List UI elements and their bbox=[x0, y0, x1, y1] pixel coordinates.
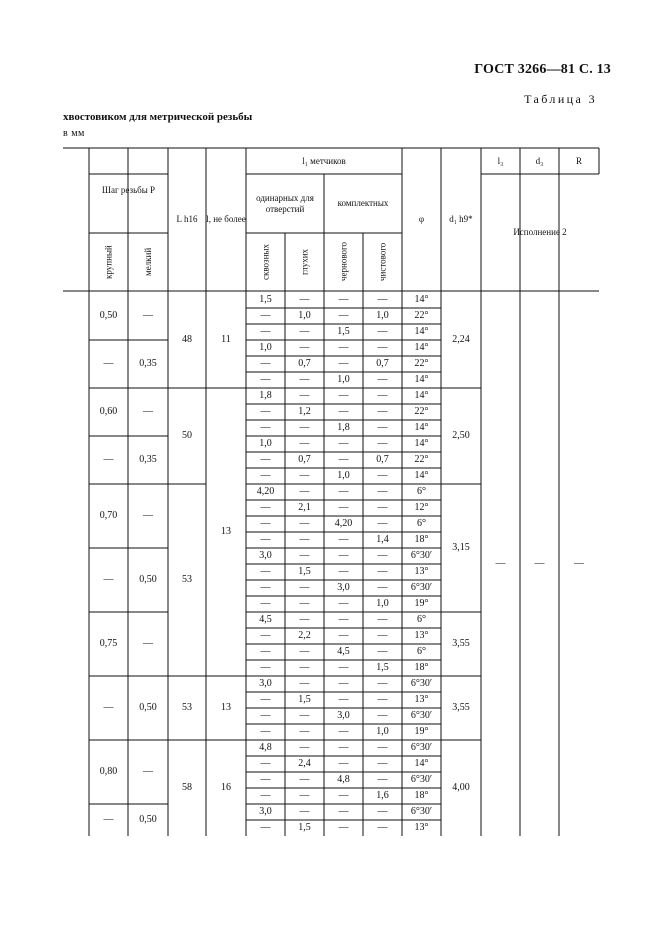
page-header: ГОСТ 3266—81 С. 13 bbox=[474, 62, 611, 77]
table-cell: — bbox=[299, 790, 310, 802]
table-cell-phi: 13° bbox=[414, 694, 429, 706]
table-cell: — bbox=[338, 454, 349, 466]
table-cell: — bbox=[338, 342, 349, 354]
col-header-d3: d₃ bbox=[535, 155, 544, 166]
table-cell-phi: 6° bbox=[417, 614, 426, 626]
table-cell: — bbox=[338, 310, 349, 322]
table-cell-L: 48 bbox=[182, 334, 192, 346]
table-cell: — bbox=[260, 822, 271, 834]
units-note: в мм bbox=[63, 128, 85, 139]
table-cell: 1,0 bbox=[337, 374, 350, 386]
table-cell: — bbox=[338, 534, 349, 546]
table-cell: — bbox=[260, 598, 271, 610]
table-cell: — bbox=[299, 390, 310, 402]
table-cell: — bbox=[260, 326, 271, 338]
col-header-l: l, не более bbox=[206, 214, 246, 225]
table-cell-phi: 12° bbox=[414, 502, 429, 514]
table-cell: — bbox=[338, 406, 349, 418]
table-cell: — bbox=[299, 774, 310, 786]
table-cell-coarse: 0,60 bbox=[99, 406, 118, 418]
table-cell: 4,20 bbox=[334, 518, 353, 530]
table-cell: 1,5 bbox=[298, 694, 311, 706]
table-cell: — bbox=[299, 342, 310, 354]
table-cell: 3,0 bbox=[259, 806, 272, 818]
table-cell: — bbox=[377, 342, 388, 354]
table-cell: 0,7 bbox=[298, 454, 311, 466]
table-cell-phi: 6° bbox=[417, 646, 426, 658]
table-cell: 2,4 bbox=[298, 758, 311, 770]
table-cell: — bbox=[377, 582, 388, 594]
table-cell: — bbox=[260, 694, 271, 706]
table-cell: — bbox=[260, 374, 271, 386]
table-cell-coarse: 0,50 bbox=[99, 310, 118, 322]
table-cell-phi: 6°30′ bbox=[410, 582, 433, 594]
table-cell-d1: 3,55 bbox=[452, 638, 470, 650]
table-cell: 1,5 bbox=[376, 662, 389, 674]
col-header-L: L h16 bbox=[176, 214, 198, 225]
table-cell-l: 11 bbox=[221, 334, 231, 346]
table-cell: — bbox=[338, 566, 349, 578]
table-cell: — bbox=[260, 646, 271, 658]
table-cell: 2,2 bbox=[298, 630, 311, 642]
col-header-single: одинарных для отверстий bbox=[256, 193, 314, 214]
table-cell-fine: — bbox=[143, 310, 153, 322]
col-header-sets: комплектных bbox=[337, 198, 389, 209]
table-cell: — bbox=[377, 710, 388, 722]
table-cell: — bbox=[299, 646, 310, 658]
table-cell: 1,0 bbox=[337, 470, 350, 482]
table-cell: — bbox=[338, 550, 349, 562]
table-cell: 1,6 bbox=[376, 790, 389, 802]
table-cell-phi: 14° bbox=[414, 294, 429, 306]
table-subtitle: хвостовиком для метрической резьбы bbox=[63, 111, 253, 123]
table-cell: — bbox=[377, 774, 388, 786]
col-header-R: R bbox=[575, 155, 582, 166]
table-cell: — bbox=[299, 486, 310, 498]
table-label: Таблица 3 bbox=[524, 92, 597, 106]
table-cell-fine: — bbox=[143, 510, 153, 522]
table-cell-coarse: — bbox=[103, 702, 114, 714]
table-cell: 1,5 bbox=[298, 822, 311, 834]
table-cell: — bbox=[338, 822, 349, 834]
table-cell: — bbox=[299, 678, 310, 690]
table-cell: — bbox=[299, 598, 310, 610]
table-cell: — bbox=[260, 662, 271, 674]
table-cell: — bbox=[338, 806, 349, 818]
table-cell: — bbox=[377, 326, 388, 338]
table-cell-phi: 18° bbox=[414, 790, 429, 802]
table-cell-l3: — bbox=[495, 558, 506, 570]
table-cell-d1: 2,24 bbox=[452, 334, 470, 346]
table-cell: — bbox=[299, 614, 310, 626]
table-cell-phi: 19° bbox=[414, 726, 429, 738]
table-cell: — bbox=[260, 566, 271, 578]
table-cell-fine: — bbox=[143, 638, 153, 650]
table-cell: — bbox=[338, 790, 349, 802]
table-cell-coarse: 0,80 bbox=[99, 766, 118, 778]
table-cell-phi: 13° bbox=[414, 822, 429, 834]
table-cell-L: 58 bbox=[182, 782, 192, 794]
table-cell-coarse: — bbox=[103, 574, 114, 586]
table-cell-R: — bbox=[574, 558, 584, 570]
table-cell: — bbox=[377, 630, 388, 642]
table-cell-fine: 0,50 bbox=[139, 814, 157, 826]
table-cell-fine: 0,50 bbox=[139, 574, 157, 586]
table-cell-phi: 18° bbox=[414, 662, 429, 674]
table-cell-phi: 19° bbox=[414, 598, 429, 610]
table-cell: 4,20 bbox=[256, 486, 275, 498]
table-cell: — bbox=[338, 694, 349, 706]
table-cell-phi: 14° bbox=[414, 342, 429, 354]
table-cell: — bbox=[377, 550, 388, 562]
col-header-finish: чистового bbox=[377, 242, 388, 282]
table-cell-coarse: — bbox=[103, 358, 114, 370]
col-header-pitch: Шаг резьбы P bbox=[101, 185, 156, 196]
table-cell-phi: 6°30′ bbox=[410, 710, 433, 722]
table-cell: 0,7 bbox=[298, 358, 311, 370]
table-cell-phi: 14° bbox=[414, 422, 429, 434]
table-cell: 1,5 bbox=[298, 566, 311, 578]
table-cell: 1,0 bbox=[376, 726, 389, 738]
table-cell-d1: 2,50 bbox=[452, 430, 470, 442]
col-header-through: сквозных bbox=[260, 244, 271, 280]
table-cell: — bbox=[338, 358, 349, 370]
table-cell-L: 53 bbox=[182, 574, 192, 586]
table-cell: 3,0 bbox=[337, 710, 350, 722]
col-header-l1: l₁ метчиков bbox=[302, 155, 346, 166]
table-cell-phi: 6°30′ bbox=[410, 742, 433, 754]
col-header-phi: φ bbox=[418, 214, 425, 225]
table-cell: 4,8 bbox=[259, 742, 272, 754]
col-header-d1: d₁ h9* bbox=[449, 214, 473, 225]
table-cell: — bbox=[338, 598, 349, 610]
table-cell: — bbox=[260, 534, 271, 546]
table-cell: — bbox=[377, 518, 388, 530]
table-cell: — bbox=[260, 422, 271, 434]
table-cell: 4,5 bbox=[259, 614, 272, 626]
table-cell: — bbox=[299, 470, 310, 482]
table-cell-phi: 13° bbox=[414, 630, 429, 642]
table-cell-fine: 0,35 bbox=[139, 454, 157, 466]
table-cell: — bbox=[377, 678, 388, 690]
table-cell-phi: 6°30′ bbox=[410, 678, 433, 690]
table-cell-phi: 14° bbox=[414, 470, 429, 482]
table-cell: — bbox=[299, 326, 310, 338]
col-header-l3: l₃ bbox=[497, 155, 504, 166]
table-cell: — bbox=[338, 662, 349, 674]
table-cell: — bbox=[338, 758, 349, 770]
table-cell: — bbox=[299, 518, 310, 530]
table-cell: — bbox=[377, 614, 388, 626]
table-cell-phi: 14° bbox=[414, 374, 429, 386]
table-cell: — bbox=[377, 502, 388, 514]
table-cell-phi: 6° bbox=[417, 486, 426, 498]
table-cell: — bbox=[299, 662, 310, 674]
table-cell: — bbox=[299, 422, 310, 434]
table-cell: — bbox=[299, 726, 310, 738]
table-cell: — bbox=[377, 438, 388, 450]
table-cell: — bbox=[377, 566, 388, 578]
table-cell: — bbox=[260, 454, 271, 466]
table-cell: — bbox=[260, 470, 271, 482]
table-cell: 1,5 bbox=[259, 294, 272, 306]
table-cell: — bbox=[260, 726, 271, 738]
table-cell: — bbox=[299, 742, 310, 754]
table-cell: — bbox=[260, 310, 271, 322]
table-cell-fine: — bbox=[143, 766, 153, 778]
table-cell: — bbox=[299, 550, 310, 562]
table-cell: — bbox=[299, 806, 310, 818]
table-cell: 1,0 bbox=[259, 438, 272, 450]
table-cell-phi: 6°30′ bbox=[410, 774, 433, 786]
table-cell-l: 13 bbox=[221, 526, 231, 538]
table-cell-phi: 6°30′ bbox=[410, 806, 433, 818]
col-header-execution: Исполнение 2 bbox=[513, 227, 567, 238]
table-cell-phi: 22° bbox=[414, 406, 429, 418]
table-cell-phi: 14° bbox=[414, 390, 429, 402]
table-cell: 4,8 bbox=[337, 774, 350, 786]
table-cell: — bbox=[299, 294, 310, 306]
table-cell: — bbox=[338, 502, 349, 514]
table-cell: 0,7 bbox=[376, 454, 389, 466]
table-cell: — bbox=[338, 742, 349, 754]
table-cell-l: 16 bbox=[221, 782, 231, 794]
table-cell: — bbox=[377, 822, 388, 834]
col-header-fine: мелкий bbox=[142, 247, 153, 277]
table-cell: — bbox=[299, 374, 310, 386]
table-cell: 3,0 bbox=[259, 550, 272, 562]
table-cell-phi: 14° bbox=[414, 438, 429, 450]
table-cell-phi: 6° bbox=[417, 518, 426, 530]
col-header-rough: чернового bbox=[338, 242, 349, 282]
table-cell: — bbox=[260, 774, 271, 786]
table-cell: — bbox=[377, 694, 388, 706]
table-cell: — bbox=[377, 390, 388, 402]
table-cell: 1,8 bbox=[259, 390, 272, 402]
table-cell: — bbox=[338, 630, 349, 642]
table-cell: — bbox=[377, 422, 388, 434]
table-cell: — bbox=[338, 726, 349, 738]
table-cell-phi: 18° bbox=[414, 534, 429, 546]
table-cell-phi: 6°30′ bbox=[410, 550, 433, 562]
table-cell: — bbox=[338, 390, 349, 402]
table-cell: 4,5 bbox=[337, 646, 350, 658]
table-cell: 3,0 bbox=[337, 582, 350, 594]
table-cell: 1,2 bbox=[298, 406, 311, 418]
table-cell-d1: 3,55 bbox=[452, 702, 470, 714]
table-cell: — bbox=[338, 614, 349, 626]
table-cell: — bbox=[260, 758, 271, 770]
table-cell-phi: 13° bbox=[414, 566, 429, 578]
table-cell: 0,7 bbox=[376, 358, 389, 370]
table-cell: — bbox=[338, 438, 349, 450]
table-cell-phi: 14° bbox=[414, 758, 429, 770]
table-cell: — bbox=[377, 742, 388, 754]
table-cell-L: 50 bbox=[182, 430, 192, 442]
table-cell: 1,0 bbox=[376, 598, 389, 610]
table-cell-phi: 22° bbox=[414, 358, 429, 370]
table-cell: — bbox=[260, 358, 271, 370]
table-cell: — bbox=[377, 374, 388, 386]
table-cell-coarse: 0,75 bbox=[99, 638, 118, 650]
table-cell: 3,0 bbox=[259, 678, 272, 690]
table-cell: 2,1 bbox=[298, 502, 311, 514]
table-cell: — bbox=[299, 582, 310, 594]
table-cell-phi: 14° bbox=[414, 326, 429, 338]
table-cell: — bbox=[377, 486, 388, 498]
table-cell: — bbox=[260, 630, 271, 642]
table-cell-fine: — bbox=[143, 406, 153, 418]
table-cell: 1,4 bbox=[376, 534, 389, 546]
table-cell: — bbox=[260, 582, 271, 594]
table-cell: — bbox=[377, 470, 388, 482]
table-cell: 1,0 bbox=[259, 342, 272, 354]
table-cell: — bbox=[377, 806, 388, 818]
table-cell: — bbox=[377, 406, 388, 418]
table-cell: — bbox=[299, 438, 310, 450]
table-cell: — bbox=[299, 534, 310, 546]
table-cell: 1,8 bbox=[337, 422, 350, 434]
table-cell-l: 13 bbox=[221, 702, 231, 714]
table-cell-coarse: — bbox=[103, 814, 114, 826]
table-cell: — bbox=[260, 710, 271, 722]
table-cell: — bbox=[338, 294, 349, 306]
table-cell: — bbox=[377, 294, 388, 306]
table-cell: — bbox=[299, 710, 310, 722]
table-cell: — bbox=[377, 646, 388, 658]
table-cell: — bbox=[338, 486, 349, 498]
table-cell-d1: 3,15 bbox=[452, 542, 470, 554]
table-cell-coarse: — bbox=[103, 454, 114, 466]
table-cell: — bbox=[338, 678, 349, 690]
col-header-coarse: крупный bbox=[103, 245, 114, 279]
table-cell-d1: 4,00 bbox=[452, 782, 470, 794]
table-cell-fine: 0,35 bbox=[139, 358, 157, 370]
table-cell: — bbox=[260, 518, 271, 530]
table-cell: — bbox=[260, 406, 271, 418]
table-cell-coarse: 0,70 bbox=[99, 510, 118, 522]
table-cell-d3: — bbox=[534, 558, 545, 570]
table-cell: — bbox=[377, 758, 388, 770]
table-cell: 1,5 bbox=[337, 326, 350, 338]
table-cell-phi: 22° bbox=[414, 454, 429, 466]
col-header-blind: глухих bbox=[299, 248, 310, 276]
table-cell-phi: 22° bbox=[414, 310, 429, 322]
table-cell-fine: 0,50 bbox=[139, 702, 157, 714]
table-cell: — bbox=[260, 790, 271, 802]
table-cell: 1,0 bbox=[298, 310, 311, 322]
table-cell: 1,0 bbox=[376, 310, 389, 322]
table-cell: — bbox=[260, 502, 271, 514]
table-cell-L: 53 bbox=[182, 702, 192, 714]
